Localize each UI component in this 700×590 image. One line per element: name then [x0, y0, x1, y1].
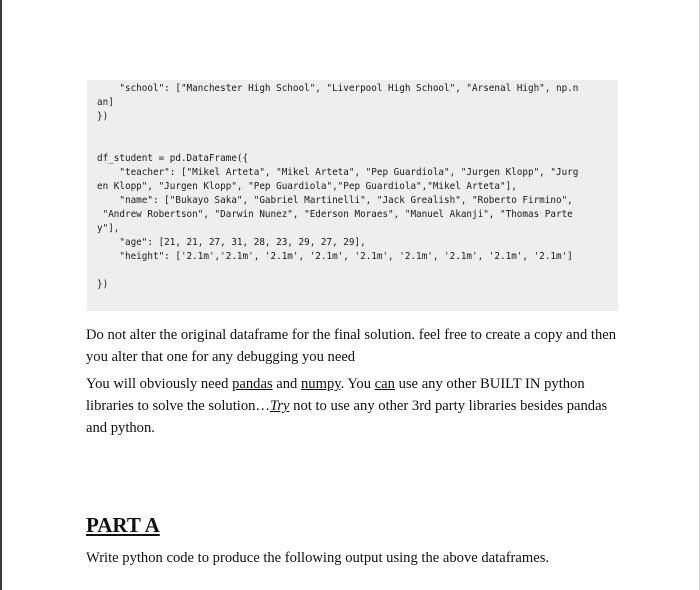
code-line: [97, 138, 618, 152]
libraries-text-4: use any other BUILT IN python libraries to solve the solution…: [86, 376, 585, 414]
code-line: df_student = pd.DataFrame({: [97, 153, 249, 164]
code-line: "name": ["Bukayo Saka", "Gabriel Martinelli", "Jack Grealish", "Roberto Firmino",: [97, 195, 573, 206]
code-line: "teacher": ["Mikel Arteta", "Mikel Arteta", "Pep Guardiola", "Jurgen Klopp", "Jurg: [97, 167, 579, 178]
code-line: y"],: [97, 223, 120, 234]
code-line: [97, 264, 618, 278]
page-left-border: [0, 0, 2, 590]
libraries-paragraph: [86, 373, 631, 439]
libraries-text-2: and: [272, 376, 301, 392]
part-a-heading: PART A: [86, 513, 160, 537]
code-line: "age": [21, 21, 27, 31, 28, 23, 29, 27, 29],: [97, 237, 366, 248]
code-line: "height": ['2.1m','2.1m', '2.1m', '2.1m', '2.1m', '2.1m', '2.1m', '2.1m', '2.1m']: [97, 251, 573, 262]
can-word: can: [374, 376, 395, 392]
pandas-word: pandas: [232, 376, 273, 392]
try-word: Try: [270, 398, 290, 414]
numpy-word: numpy: [301, 376, 341, 392]
libraries-text-5: not to use any other 3rd party libraries besides pandas and python.: [86, 398, 608, 436]
libraries-text-1: You will obviously need: [86, 376, 233, 392]
dataframe-note-paragraph: [86, 324, 631, 368]
note-line-1: Do not alter the original dataframe for the final solution. feel free to create a copy and then: [86, 327, 617, 343]
code-line: }): [97, 279, 109, 290]
code-block: [87, 80, 618, 311]
code-line: an]: [97, 97, 114, 108]
code-line: }): [97, 111, 109, 122]
code-line: "Andrew Robertson", "Darwin Nunez", "Ederson Moraes", "Manuel Akanji", "Thomas Parte: [97, 209, 573, 220]
note-line-2: you alter that one for any debugging you need: [86, 349, 356, 365]
part-a-instruction: Write python code to produce the following output using the above dataframes.: [86, 550, 550, 566]
code-line: en Klopp", "Jurgen Klopp", "Pep Guardiola","Pep Guardiola","Mikel Arteta"],: [97, 181, 517, 192]
libraries-text-3: . You: [340, 376, 375, 392]
code-line: "school": ["Manchester High School", "Liverpool High School", "Arsenal High", np.n: [97, 83, 579, 94]
code-line: [97, 124, 618, 138]
